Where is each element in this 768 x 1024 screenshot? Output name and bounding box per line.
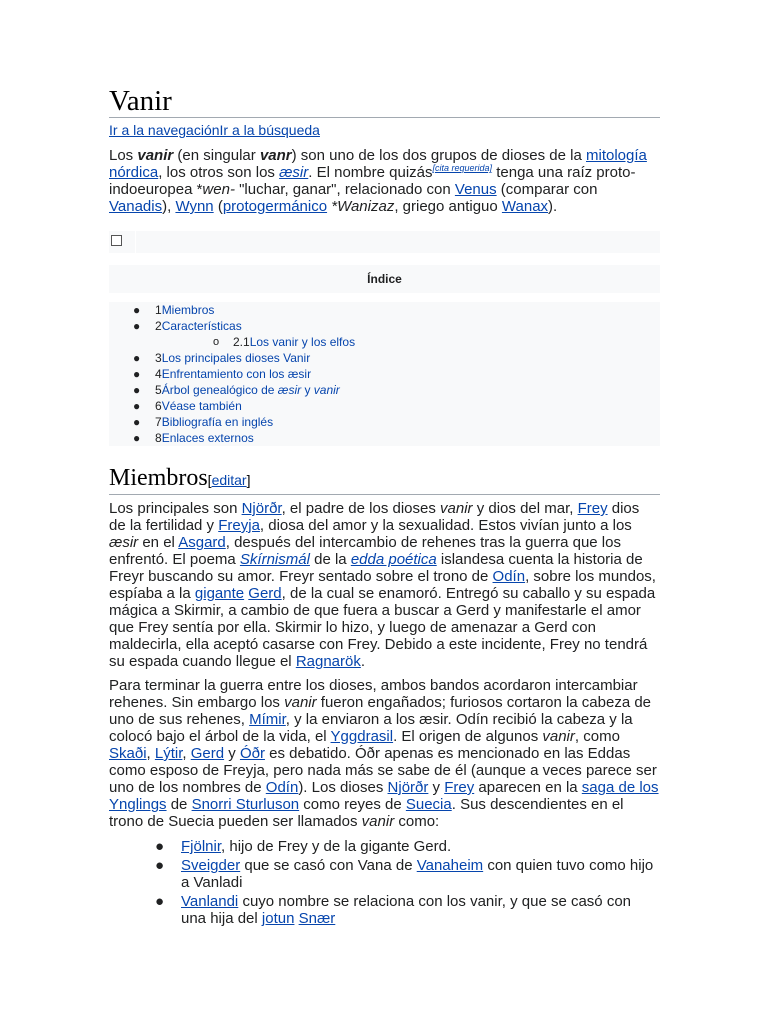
toc-link-arbol-genealogico[interactable] (162, 383, 340, 397)
toc-subitem (109, 334, 660, 350)
text: como: (394, 813, 440, 830)
text: , como (574, 728, 620, 745)
text: . El nombre quizás (308, 164, 433, 181)
text: , (182, 745, 191, 762)
toc-link-principales-dioses[interactable]: Los principales dioses Vanir (161, 351, 311, 365)
toc-link-miembros[interactable]: Miembros (161, 303, 215, 317)
toc-number: 3 (155, 351, 162, 365)
text: , hijo de Frey y de la gigante Gerd. (221, 838, 452, 855)
term-vanir: vanir (542, 728, 575, 745)
bullet-icon: ● (133, 415, 141, 429)
bullet-icon: ● (133, 351, 141, 365)
toc-number: 2.1 (233, 335, 250, 349)
text: . Sus descendientes en el trono de Suecia pueden ser llamados (109, 796, 624, 830)
citation-needed-link[interactable]: [cita requerida] (432, 163, 493, 173)
link-vanlandi[interactable]: Vanlandi (181, 893, 239, 910)
text: islandesa cuenta la historia de Freyr buscando su amor. Freyr sentado sobre el trono de (109, 551, 643, 585)
link-wanax[interactable]: Wanax (501, 198, 549, 215)
text: . (360, 653, 366, 670)
text: como reyes de (299, 796, 406, 813)
text: y (428, 779, 445, 796)
bullet-icon: ● (133, 367, 141, 381)
list-item (109, 838, 660, 855)
text: dios de la fertilidad y (109, 500, 640, 534)
toc-link-bibliografia[interactable]: Bibliografía en inglés (161, 415, 274, 429)
text: (en singular (173, 147, 260, 164)
text: que se casó con Vana de (240, 857, 417, 874)
page-title: Vanir (109, 0, 660, 118)
edit-link[interactable]: editar (211, 472, 247, 488)
paragraph-miembros-1 (109, 500, 660, 670)
text: , y la enviaron a los æsir. Odín recibió la cabeza y la colocó bajo el árbol de la vida, el (109, 711, 633, 745)
link-saga-ynglings[interactable]: saga de los Ynglings (109, 779, 659, 813)
circle-bullet-icon: o (213, 336, 220, 348)
term-wanizaz: *Wanizaz (331, 198, 395, 215)
paragraph-miembros-2 (109, 677, 660, 830)
divider (109, 253, 660, 265)
text: cuyo nombre se relaciona con los vanir, y que se casó con una hija del (181, 893, 631, 927)
table-of-contents (109, 231, 660, 446)
text: (comparar con (496, 181, 598, 198)
toc-link-text: Árbol genealógico de (161, 383, 278, 397)
text: , el padre de los dioses (281, 500, 441, 517)
toc-item (109, 430, 660, 446)
list-item (109, 893, 660, 927)
text: , griego antiguo (394, 198, 502, 215)
jump-links (109, 121, 660, 139)
link-vanadis[interactable]: Vanadis (109, 198, 163, 215)
link-freyja[interactable]: Freyja (218, 517, 260, 534)
term-vanir: vanir (284, 694, 317, 711)
toc-link-vanir-elfos[interactable]: Los vanir y los elfos (249, 335, 356, 349)
link-aesir[interactable]: æsir (279, 164, 309, 181)
link-mimir[interactable]: Mímir (249, 711, 286, 728)
toc-toggle-row (109, 231, 660, 253)
text: , sobre los mundos, espíaba a la (109, 568, 656, 602)
toc-link-text: vanir (313, 383, 340, 397)
toc-list (109, 302, 660, 446)
link-gerd[interactable]: Gerd (190, 745, 225, 762)
text: , los otros son los (158, 164, 280, 181)
link-lytir[interactable]: Lýtir (154, 745, 183, 762)
toc-item (109, 318, 660, 334)
text: . El origen de algunos (393, 728, 543, 745)
divider (109, 293, 660, 302)
toc-item (109, 302, 660, 318)
term-vanir: vanir (361, 813, 395, 830)
article (109, 0, 660, 929)
text: aparecen en la (474, 779, 582, 796)
toc-link-enlaces-externos[interactable]: Enlaces externos (161, 431, 254, 445)
link-snorri-sturluson[interactable]: Snorri Sturluson (191, 796, 300, 813)
text: , diosa del amor y la sexualidad. Estos vivían junto a los (259, 517, 632, 534)
link-jotun[interactable]: jotun (261, 910, 295, 927)
text: ), (162, 198, 176, 215)
link-odr[interactable]: Óðr (239, 745, 265, 762)
text: , (146, 745, 155, 762)
section-heading-miembros (109, 464, 660, 495)
intro-paragraph (109, 147, 660, 215)
toc-number: 8 (155, 431, 162, 445)
toc-item (109, 350, 660, 366)
toc-link-caracteristicas[interactable]: Características (161, 319, 242, 333)
link-protogermanico[interactable]: protogermánico (222, 198, 328, 215)
bullet-icon: ● (155, 893, 165, 910)
toc-number: 2 (155, 319, 162, 333)
link-vanaheim[interactable]: Vanaheim (416, 857, 484, 874)
link-skadi[interactable]: Skaði (109, 745, 147, 762)
text: Para terminar la guerra entre los dioses, ambos bandos acordaron intercambiar rehenes. Sin embargo los (109, 677, 638, 711)
toc-number: 5 (155, 383, 162, 397)
text: de (166, 796, 192, 813)
jump-to-navigation-link[interactable]: Ir a la navegación (109, 122, 220, 138)
link-odin[interactable]: Odín (265, 779, 299, 796)
toc-number: 4 (155, 367, 162, 381)
edit-section (208, 472, 251, 488)
link-frey[interactable]: Frey (577, 500, 608, 517)
term-wen: wen- (202, 181, 235, 198)
link-yggdrasil[interactable]: Yggdrasil (330, 728, 394, 745)
text: "luchar, ganar", relacionado con (234, 181, 455, 198)
toc-link-enfrentamiento[interactable]: Enfrentamiento con los æsir (161, 367, 312, 381)
bullet-icon: ● (133, 319, 141, 333)
bullet-icon: ● (133, 303, 141, 317)
text: y dios del mar, (472, 500, 578, 517)
edit-bracket: [ (207, 472, 212, 488)
bullet-icon: ● (133, 431, 141, 445)
link-snaer[interactable]: Snær (298, 910, 336, 927)
text: , después del intercambio de rehenes tras la guerra que los enfrentó. El poema (109, 534, 621, 568)
term-vanir: vanir (440, 500, 473, 517)
toc-title: Índice (109, 265, 660, 293)
link-ragnarok[interactable]: Ragnarök (295, 653, 361, 670)
toc-link-text: y (301, 383, 314, 397)
toc-item (109, 366, 660, 382)
text: es debatido. Óðr apenas es mencionado en las Eddas como esposo de Freyja, pero nada más se sabe de él (aunque a veces parece ser uno de los nombres de (109, 745, 657, 796)
toc-link-text: æsir (277, 383, 302, 397)
link-odin[interactable]: Odín (492, 568, 526, 585)
link-fjolnir[interactable]: Fjölnir (181, 838, 222, 855)
text: ). Los dioses (298, 779, 388, 796)
toc-item (109, 382, 660, 398)
link-gigante[interactable]: gigante (194, 585, 245, 602)
descendants-list (109, 838, 660, 927)
list-item (109, 857, 660, 891)
link-skirnismal[interactable]: Skírnismál (239, 551, 310, 568)
text: y (224, 745, 240, 762)
text: en el (138, 534, 179, 551)
text: fueron engañados; furiosos cortaron la cabeza de uno de sus rehenes, (109, 694, 652, 728)
bullet-icon: ● (133, 399, 141, 413)
text: , de la cual se enamoró. Entregó su caballo y su espada mágica a Skirmir, a cambio de que fuera a buscar a Gerd y manifestarle el amor que Frey sentía por ella. Skirmir lo hizo, y luego de amenazar a Gerd con maldecirla, ella aceptó casarse con Frey. Debido a este incidente, Frey no tendrá su espada cuando llegue el (109, 585, 656, 670)
link-edda-poetica[interactable]: edda poética (350, 551, 437, 568)
toc-item (109, 414, 660, 430)
divider (135, 231, 136, 253)
text: Los (109, 147, 138, 164)
text: de la (309, 551, 351, 568)
toc-number: 1 (155, 303, 162, 317)
link-sveigder[interactable]: Sveigder (181, 857, 241, 874)
toc-item (109, 398, 660, 414)
link-njordr[interactable]: Njörðr (241, 500, 282, 517)
text: tenga una raíz proto-indoeuropea * (109, 164, 636, 198)
section-title: Miembros (109, 465, 208, 491)
text: ). (548, 198, 558, 215)
link-suecia[interactable]: Suecia (405, 796, 452, 813)
link-venus[interactable]: Venus (454, 181, 497, 198)
edit-bracket: ] (246, 472, 251, 488)
link-wynn[interactable]: Wynn (175, 198, 214, 215)
term-vanr: vanr (259, 147, 292, 164)
link-njordr[interactable]: Njörðr (387, 779, 429, 796)
text: ( (213, 198, 223, 215)
bullet-icon: ● (155, 857, 165, 874)
term-aesir: æsir (109, 534, 139, 551)
link-frey[interactable]: Frey (444, 779, 475, 796)
toc-number: 7 (155, 415, 162, 429)
link-mitologia-nordica[interactable]: mitología nórdica (109, 147, 647, 181)
toc-link-vease-tambien[interactable]: Véase también (161, 399, 242, 413)
text: Los principales son (109, 500, 242, 517)
bullet-icon: ● (155, 838, 165, 855)
bullet-icon: ● (133, 383, 141, 397)
link-gerd[interactable]: Gerd (248, 585, 282, 602)
jump-to-search-link[interactable]: Ir a la búsqueda (219, 122, 320, 138)
term-vanir: vanir (137, 147, 174, 164)
toc-number: 6 (155, 399, 162, 413)
link-asgard[interactable]: Asgard (178, 534, 226, 551)
text: ) son uno de los dos grupos de dioses de la (291, 147, 586, 164)
toc-toggle-checkbox[interactable] (111, 235, 122, 246)
text: con quien tuvo como hijo a Vanladi (181, 857, 654, 891)
